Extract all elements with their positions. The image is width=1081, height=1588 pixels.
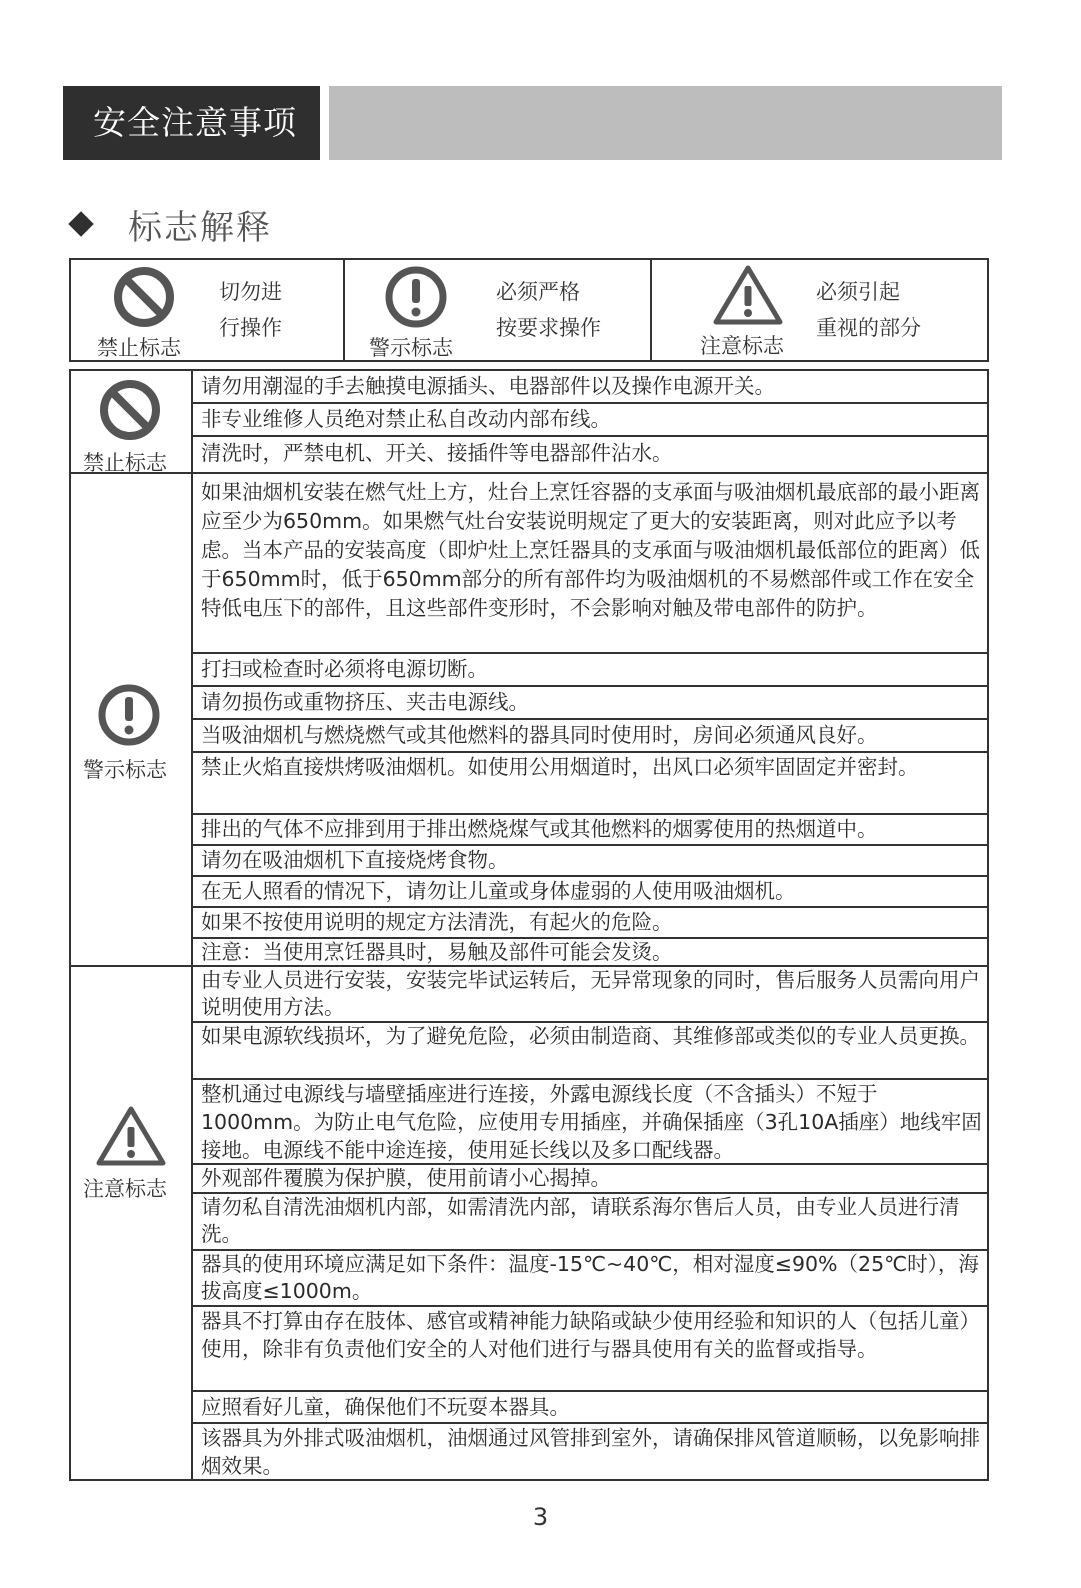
instruction-row: 应照看好儿童，确保他们不玩耍本器具。 (193, 1392, 987, 1424)
instruction-row: 请勿私自清洗油烟机内部，如需清洗内部，请联系海尔售后人员，由专业人员进行清洗。 (193, 1194, 987, 1251)
page-header-title: 安全注意事项 (63, 86, 320, 160)
exclamation-circle-icon (96, 682, 162, 748)
legend-desc: 切勿进 行操作 (219, 280, 282, 340)
warning-triangle-icon (95, 1103, 167, 1167)
header-bar (329, 86, 1002, 160)
legend-desc: 必须引起 重视的部分 (816, 280, 921, 340)
instruction-row: 排出的气体不应排到用于排出燃烧煤气或其他燃料的烟雾使用的热烟道中。 (193, 815, 987, 846)
section-title: 标志解释 (128, 207, 272, 248)
instruction-row: 如果不按使用说明的规定方法清洗，有起火的危险。 (193, 908, 987, 939)
warning-triangle-icon (712, 262, 784, 326)
instruction-row: 注意：当使用烹饪器具时，易触及部件可能会发烫。 (201, 940, 673, 964)
page-number: 3 (532, 1503, 549, 1531)
group-sign-label: 禁止标志 (83, 451, 167, 475)
instruction-row: 由专业人员进行安装，安装完毕试运转后，无异常现象的同时，售后服务人员需向用户说明使用方法。 (193, 967, 987, 1023)
legend-cell-caution (650, 260, 987, 360)
group-sign-label: 注意标志 (83, 1177, 167, 1201)
instruction-row: 如果电源软线损坏，为了避免危险，必须由制造商、其维修部或类似的专业人员更换。 (193, 1023, 987, 1080)
prohibition-group (71, 371, 987, 475)
safety-instructions-table (69, 369, 989, 1481)
legend-cell-warning (343, 260, 650, 360)
group-sign-cell (71, 474, 193, 965)
instruction-row: 请勿在吸油烟机下直接烧烤食物。 (193, 846, 987, 877)
instruction-row: 在无人照看的情况下，请勿让儿童或身体虚弱的人使用吸油烟机。 (193, 877, 987, 908)
instruction-row: 该器具为外排式吸油烟机，油烟通过风管排到室外，请确保排风管道顺畅，以免影响排烟效果。 (201, 1426, 980, 1478)
instruction-row: 器具的使用环境应满足如下条件：温度-15℃~40℃，相对湿度≤90%（25℃时），海拔高度≤1000m。 (193, 1251, 987, 1307)
warning-group (71, 472, 987, 965)
instruction-row: 请勿损伤或重物挤压、夹击电源线。 (193, 687, 987, 720)
instruction-row: 非专业维修人员绝对禁止私自改动内部布线。 (193, 404, 987, 437)
instruction-row: 整机通过电源线与墙壁插座进行连接，外露电源线长度（不含插头）不短于1000mm。为防止电气危险，应使用专用插座，并确保插座（3孔10A插座）地线牢固接地。电源线不能中途连接，使用延长线以及多口配线器。 (193, 1080, 987, 1165)
legend-label: 注意标志 (700, 334, 784, 358)
instruction-row: 清洗时，严禁电机、开关、接插件等电器部件沾水。 (201, 441, 673, 465)
instruction-row: 当吸油烟机与燃烧燃气或其他燃料的器具同时使用时，房间必须通风良好。 (193, 720, 987, 753)
caution-group (71, 965, 987, 1479)
group-sign-label: 警示标志 (83, 758, 167, 782)
instruction-row: 如果油烟机安装在燃气灶上方，灶台上烹饪容器的支承面与吸油烟机最底部的最小距离应至少为650mm。如果燃气灶台安装说明规定了更大的安装距离，则对此应予以考虑。当本产品的安装高度（即炉灶上烹饪器具的支承面与吸油烟机最低部位的距离）低于650mm时，低于650mm部分的所有部件均为吸油烟机的不易燃部件或工作在安全特低电压下的部件，且这些部件变形时，不会影响对触及带电部件的防护。 (193, 474, 987, 654)
diamond-bullet-icon (68, 211, 93, 236)
prohibition-icon (97, 377, 163, 443)
legend-desc: 必须严格 按要求操作 (496, 280, 601, 340)
sign-legend-table (69, 258, 989, 362)
instruction-row: 外观部件覆膜为保护膜，使用前请小心揭掉。 (193, 1165, 987, 1194)
section-heading (66, 200, 272, 248)
exclamation-circle-icon (383, 264, 449, 330)
instruction-row: 器具不打算由存在肢体、感官或精神能力缺陷或缺少使用经验和知识的人（包括儿童）使用，除非有负责他们安全的人对他们进行与器具使用有关的监督或指导。 (193, 1307, 987, 1392)
group-sign-cell (71, 371, 193, 475)
instruction-row: 打扫或检查时必须将电源切断。 (193, 654, 987, 687)
prohibition-icon (111, 264, 177, 330)
instruction-row: 禁止火焰直接烘烤吸油烟机。如使用公用烟道时，出风口必须牢固固定并密封。 (193, 753, 987, 815)
legend-label: 禁止标志 (97, 336, 181, 360)
group-sign-cell (71, 967, 193, 1479)
instruction-row: 请勿用潮湿的手去触摸电源插头、电器部件以及操作电源开关。 (193, 371, 987, 404)
legend-label: 警示标志 (369, 336, 453, 360)
legend-cell-prohibition (71, 260, 343, 360)
